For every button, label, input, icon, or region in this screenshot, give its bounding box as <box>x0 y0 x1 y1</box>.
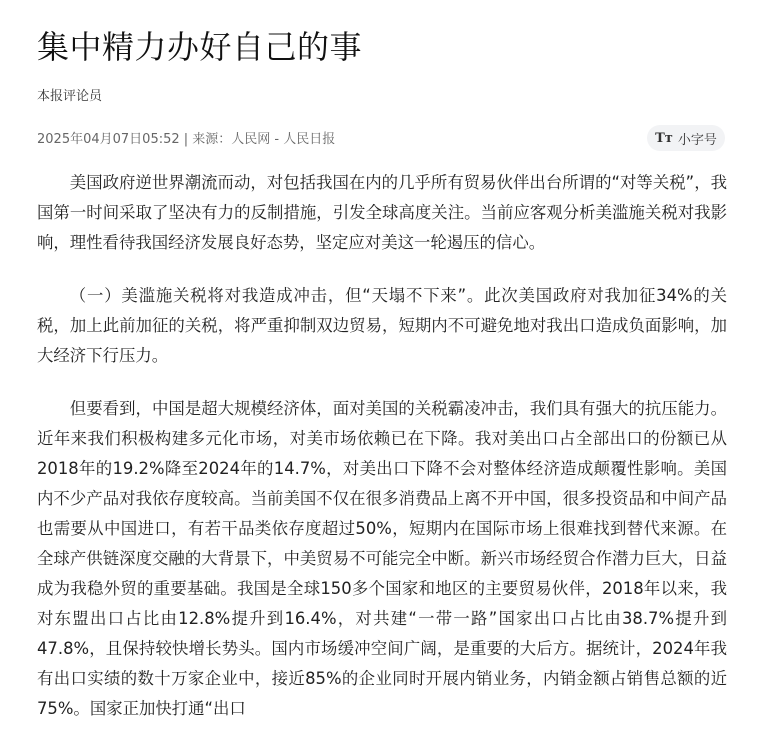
article-paragraph: 但要看到，中国是超大规模经济体，面对美国的关税霸凌冲击，我们具有强大的抗压能力。近年来我们积极构建多元化市场，对美市场依赖已在下降。我对美出口占全部出口的份额已从2018年的19.2%降至2024年的14.7%，对美出口下降不会对整体经济造成颠覆性影响。美国内不少产品对我依存度较高。当前美国不仅在很多消费品上离不开中国，很多投资品和中间产品也需要从中国进口，有若干品类依存度超过50%，短期内在国际市场上很难找到替代来源。在全球产供链深度交融的大背景下，中美贸易不可能完全中断。新兴市场经贸合作潜力巨大，日益成为我稳外贸的重要基础。我国是全球150多个国家和地区的主要贸易伙伴，2018年以来，我对东盟出口占比由12.8%提升到16.4%，对共建“一带一路”国家出口占比由38.7%提升到47.8%，且保持较快增长势头。国内市场缓冲空间广阔，是重要的大后方。据统计，2024年我有出口实绩的数十万家企业中，接近85%的企业同时开展内销业务，内销金额占销售总额的近75%。国家正加快打通“出口 <box>37 399 727 718</box>
article-author: 本报评论员 <box>37 89 103 104</box>
font-size-toggle-button[interactable] <box>647 125 725 151</box>
article-meta: 2025年04月07日05:52 | 来源：人民网 - 人民日报 <box>37 132 336 147</box>
article-paragraph: 美国政府逆世界潮流而动，对包括我国在内的几乎所有贸易伙伴出台所谓的“对等关税”，我国第一时间采取了坚决有力的反制措施，引发全球高度关注。当前应客观分析美滥施关税对我影响，理性看待我国经济发展良好态势，坚定应对美这一轮遏压的信心。 <box>37 173 727 252</box>
font-size-button-label: 小字号 <box>677 132 717 148</box>
article-paragraph: （一）美滥施关税将对我造成冲击，但“天塌不下来”。此次美国政府对我加征34%的关税，加上此前加征的关税，将严重抑制双边贸易，短期内不可避免地对我出口造成负面影响，加大经济下行压力。 <box>37 286 727 365</box>
text-size-icon: Tт <box>655 130 673 146</box>
article-title: 集中精力办好自己的事 <box>37 28 363 66</box>
article-body <box>37 168 727 747</box>
